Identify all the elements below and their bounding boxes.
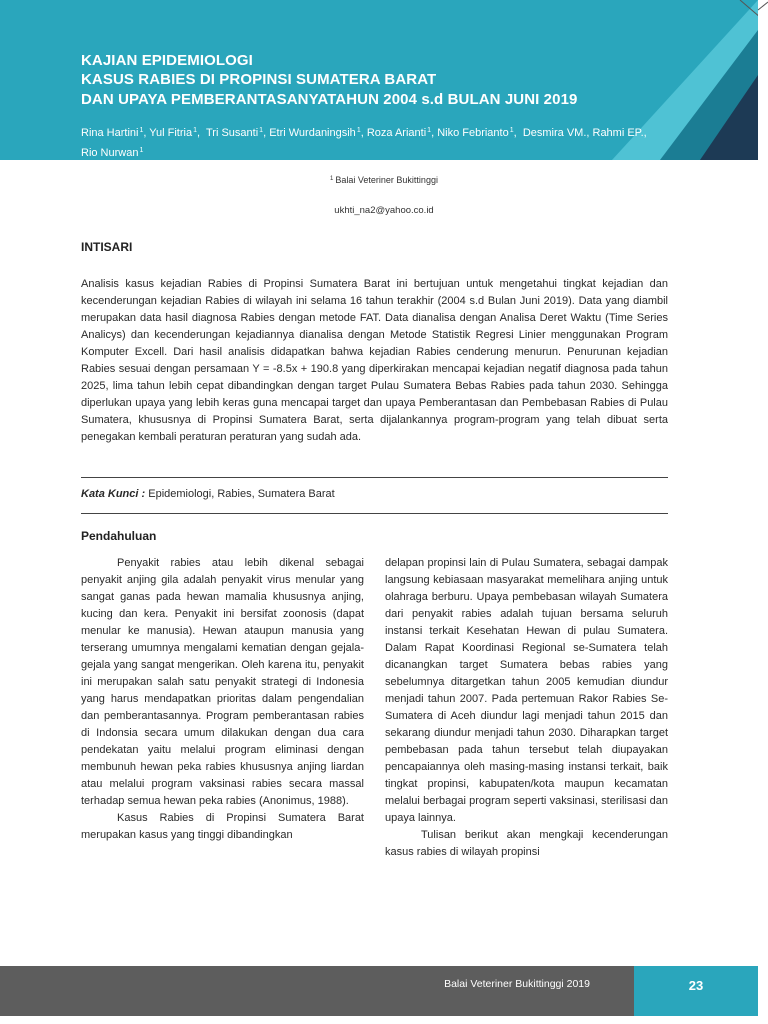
keywords-label: Kata Kunci : — [81, 488, 146, 500]
author-affiliation-sup: 1 — [193, 127, 197, 134]
author-name: Rahmi EP., — [592, 127, 647, 139]
page-number: 23 — [688, 978, 704, 993]
author-affiliation-sup: 1 — [427, 127, 432, 134]
author-name: Desmira VM., — [522, 127, 590, 139]
author-separator: , — [513, 127, 523, 139]
keywords — [81, 488, 335, 500]
author-list — [81, 122, 661, 162]
affiliation — [0, 175, 768, 185]
keywords-value: Epidemiologi, Rabies, Sumatera Barat — [145, 488, 335, 500]
affiliation-text: Balai Veteriner Bukittinggi — [335, 175, 438, 185]
author-name: Niko Febrianto — [437, 127, 509, 139]
paper-title-line-2: KASUS RABIES DI PROPINSI SUMATERA BARAT — [81, 71, 437, 88]
abstract-text: Analisis kasus kejadian Rabies di Propinsi Sumatera Barat ini bertujuan untuk mengetahui tingkat kejadian dan kecenderungan kejadian Rabies di wilayah ini selama 16 tahun terakhir (2004 s.d Bulan Juni 2019). Data yang diambil merupakan data hasil diagnosa Rabies dengan metode FAT. Data dianalisa dengan Analisa Deret Waktu (Time Series Analicys) dan kecenderungan kejadiannya dianalisa dengan Metode Statistik Regresi Linier menggunakan Program Komputer Excell. Dari hasil analisis didapatkan bahwa kejadian Rabies cenderung menurun. Penurunan kejadian Rabies sesuai dengan persamaan Y = -8.5x + 190.8 yang diperkirakan mencapai kejadian negatif diagnosa pada tahun 2025, lima tahun lebih cepat dibandingkan dengan target Pulau Sumatera Bebas Rabies pada tahun 2030. Sehingga diperlukan upaya yang lebih keras guna mencapai target dan upaya Pemberantasan dan Pembebasan Rabies di Pulau Sumatera, khususnya di Propinsi Sumatera Barat, serta dijalankannya program-program yang telah dibuat serta penegakan kembali peraturan peraturan yang sudah ada. — [81, 278, 668, 443]
keywords-top-rule — [81, 477, 668, 478]
author-affiliation-sup: 1 — [356, 127, 361, 134]
body-paragraph: Kasus Rabies di Propinsi Sumatera Barat merupakan kasus yang tinggi dibandingkan — [81, 812, 364, 841]
author-name: Rina Hartini — [81, 127, 139, 139]
keywords-bottom-rule — [81, 513, 668, 514]
author-separator: , — [431, 127, 438, 139]
author-affiliation-sup: 1 — [509, 127, 514, 134]
author-affiliation-sup: 1 — [139, 147, 144, 154]
paper-title-line-1: KAJIAN EPIDEMIOLOGI — [81, 52, 253, 69]
body-paragraph: Penyakit rabies atau lebih dikenal sebagai penyakit anjing gila adalah penyakit virus menular yang sangat ganas pada hewan mamalia khususnya anjing, kucing dan kera. Penyakit ini bersifat zoonosis (dapat menular ke manusia). Hewan ataupun manusia yang terserang umumnya mengalami kematian dengan gejala-gejala yang sangat mengerikan. Oleh karena itu, penyakit ini merupakan salah satu penyakit strategi di Indonesia yang harus mendapatkan prioritas dalam pengendalian dan pemberantasannya. Program pemberantasan rabies di Indonsia secara umum dilakukan dengan dua cara pendekatan yaitu melalui program eliminasi dengan membunuh hewan peka rabies khususnya anjing liardan atau melalui program vaksinasi rabies secara massal terhadap semua hewan peka rabies (Anonimus, 1988). — [81, 557, 364, 807]
author-email: ukhti_na2@yahoo.co.id — [334, 205, 434, 216]
paper-title-line-3: DAN UPAYA PEMBERANTASANYATAHUN 2004 s.d BULAN JUNI 2019 — [81, 91, 578, 108]
intisari-heading: INTISARI — [81, 240, 133, 254]
section-heading-pendahuluan: Pendahuluan — [81, 529, 157, 543]
author-separator: , — [263, 127, 270, 139]
author-name: Yul Fitria — [149, 127, 193, 139]
footer-bar — [0, 966, 634, 1016]
right-edge-strip — [758, 0, 768, 160]
author-affiliation-sup: 1 — [259, 127, 264, 134]
author-separator — [647, 127, 653, 139]
body-paragraph: delapan propinsi lain di Pulau Sumatera, sebagai dampak langsung kebiasaan masyarakat memelihara anjing untuk olahraga berburu. Upaya pembebasan wilayah Sumatera dari penyakit rabies adalah tujuan bersama seluruh instansi terkait Kesehatan Hewan di pulau Sumatera. Dalam Rapat Koordinasi Regional se-Sumatera telah dicanangkan target Sumatera bebas rabies yang sebelumnya ditargetkan tahun 2005 kemudian diundur menjadi tahun 2007. Pada pertemuan Rakor Rabies Se-Sumatera di Aceh diundur lagi menjadi tahun 2015 dan sekarang diundur menjadi tahun 2030. Diharapkan target pembebasan pada tahun tersebut telah diupayakan pencapaiannya oleh masing-masing instansi terkait, baik tingkat propinsi, kabupaten/kota maupun kecamatan melalui berbagai program seperti vaksinasi, sterilisasi dan upaya lainnya. — [385, 557, 668, 824]
author-affiliation-sup: 1 — [139, 127, 144, 134]
author-name: Tri Susanti — [205, 127, 259, 139]
body-column-left — [81, 555, 364, 844]
author-name: Rio Nurwan — [81, 147, 139, 159]
page-number-box — [634, 966, 758, 1016]
footer-text: Balai Veteriner Bukittinggi 2019 — [444, 978, 590, 990]
author-name: Roza Arianti — [366, 127, 427, 139]
body-column-right — [385, 555, 668, 861]
body-paragraph: Tulisan berikut akan mengkaji kecenderungan kasus rabies di wilayah propinsi — [385, 829, 668, 858]
affiliation-sup: 1 — [330, 176, 334, 182]
author-separator: , — [197, 127, 206, 139]
author-separator: , — [360, 127, 367, 139]
author-separator: , — [143, 127, 150, 139]
author-name: Etri Wurdaningsih — [269, 127, 356, 139]
